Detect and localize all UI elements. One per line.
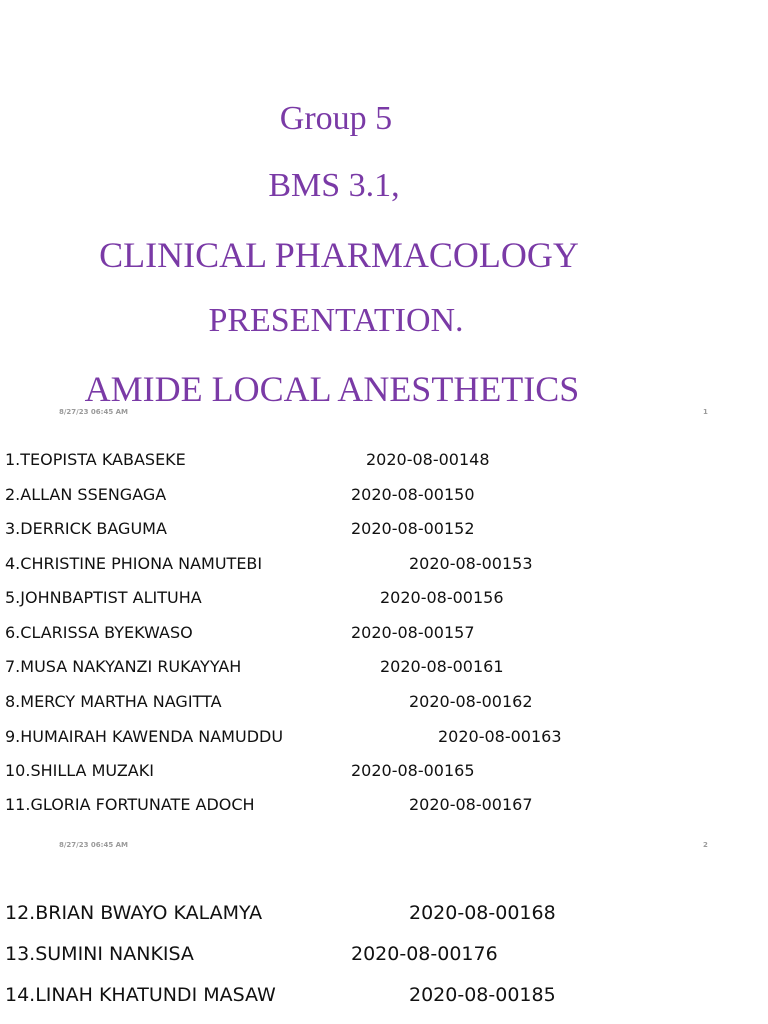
member-name: 11.GLORIA FORTUNATE ADOCH — [5, 795, 255, 814]
member-reg-number: 2020-08-00185 — [409, 984, 556, 1006]
member-reg-number: 2020-08-00150 — [351, 485, 475, 504]
member-name: 6.CLARISSA BYEKWASO — [5, 623, 193, 642]
course-title: CLINICAL PHARMACOLOGY — [99, 235, 579, 275]
member-reg-number: 2020-08-00176 — [351, 943, 498, 965]
member-name: 10.SHILLA MUZAKI — [5, 761, 154, 780]
member-reg-number: 2020-08-00167 — [409, 795, 533, 814]
class-code: BMS 3.1, — [268, 167, 400, 204]
presentation-label: PRESENTATION. — [208, 302, 464, 339]
member-name: 12.BRIAN BWAYO KALAMYA — [5, 902, 263, 924]
member-reg-number: 2020-08-00165 — [351, 761, 475, 780]
member-name: 5.JOHNBAPTIST ALITUHA — [5, 588, 202, 607]
member-name: 2.ALLAN SSENGAGA — [5, 485, 167, 504]
member-reg-number: 2020-08-00157 — [351, 623, 475, 642]
title-slide — [0, 0, 768, 425]
member-name: 14.LINAH KHATUNDI MASAW — [5, 984, 276, 1006]
footer-date: 8/27/23 06:45 AM — [59, 841, 129, 849]
group-title: Group 5 — [279, 100, 393, 137]
member-reg-number: 2020-08-00152 — [351, 519, 475, 538]
member-reg-number: 2020-08-00156 — [380, 588, 504, 607]
member-reg-number: 2020-08-00161 — [380, 657, 504, 676]
member-name: 1.TEOPISTA KABASEKE — [5, 450, 186, 469]
member-reg-number: 2020-08-00162 — [409, 692, 533, 711]
member-name: 13.SUMINI NANKISA — [5, 943, 194, 965]
member-name: 4.CHRISTINE PHIONA NAMUTEBI — [5, 554, 263, 573]
member-reg-number: 2020-08-00148 — [366, 450, 490, 469]
member-name: 7.MUSA NAKYANZI RUKAYYAH — [5, 657, 242, 676]
page-number: 2 — [703, 841, 708, 849]
topic-title: AMIDE LOCAL ANESTHETICS — [84, 369, 580, 409]
member-name: 8.MERCY MARTHA NAGITTA — [5, 692, 222, 711]
footer-date: 8/27/23 06:45 AM — [59, 408, 129, 416]
member-name: 3.DERRICK BAGUMA — [5, 519, 167, 538]
member-reg-number: 2020-08-00168 — [409, 902, 556, 924]
member-reg-number: 2020-08-00153 — [409, 554, 533, 573]
page-number: 1 — [703, 408, 708, 416]
member-name: 9.HUMAIRAH KAWENDA NAMUDDU — [5, 727, 284, 746]
member-reg-number: 2020-08-00163 — [438, 727, 562, 746]
